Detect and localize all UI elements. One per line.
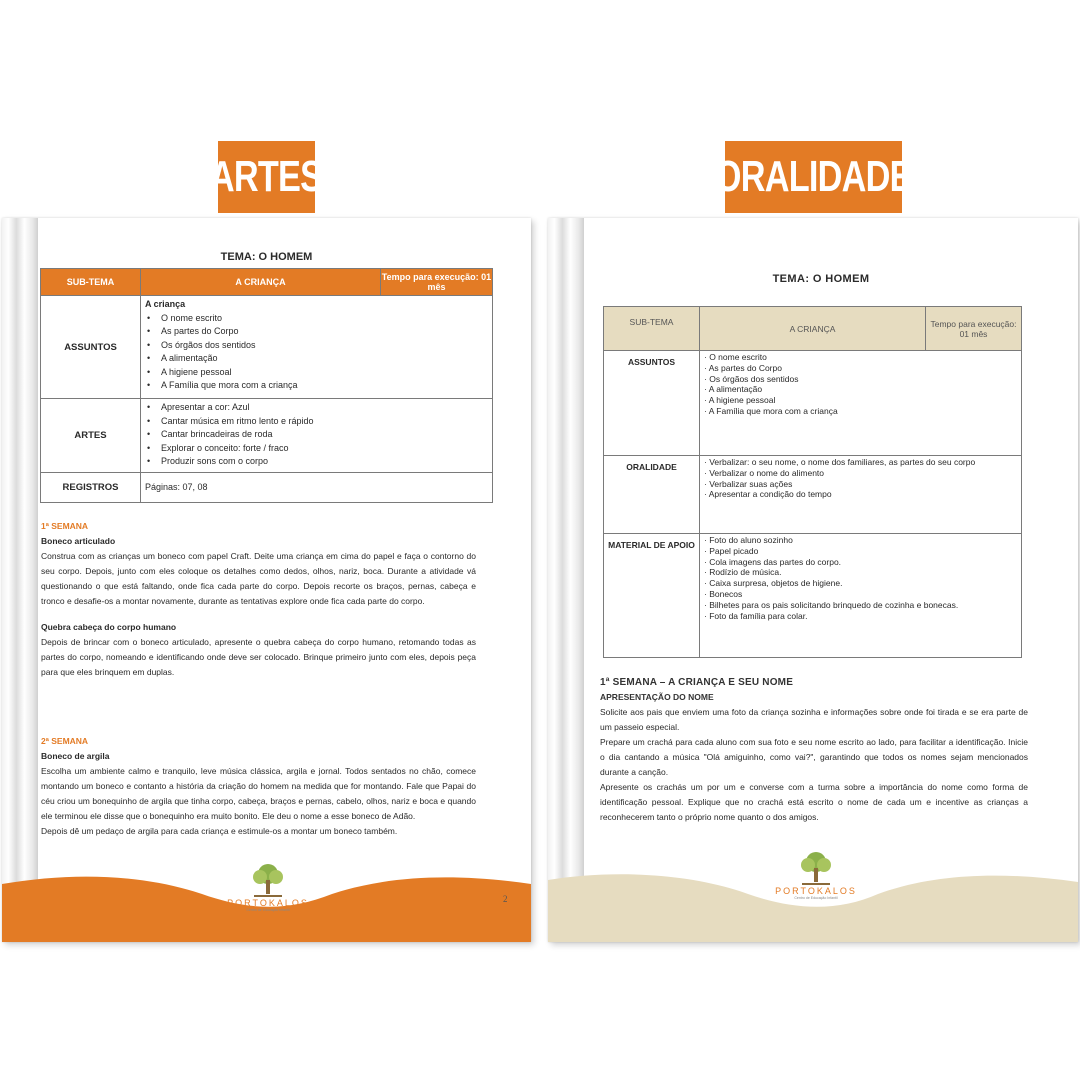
list-item: • As partes do Corpo	[145, 325, 488, 339]
week2-heading: 2ª SEMANA	[41, 736, 89, 746]
material-cell	[700, 534, 1022, 658]
tempo-header: Tempo para execução: 01 mês	[381, 269, 493, 296]
list-item: • O nome escrito	[145, 312, 488, 326]
portokalos-logo	[761, 850, 871, 900]
list-item: • A higiene pessoal	[145, 366, 488, 380]
week2-section	[41, 734, 476, 839]
oralidade-book	[548, 218, 1078, 942]
plan-table	[40, 268, 493, 503]
list-item: · Rodízio de música.	[704, 567, 1017, 578]
registros-value: Páginas: 07, 08	[141, 473, 493, 503]
oralidade-label: ORALIDADE	[725, 141, 902, 213]
book-spine	[2, 218, 38, 942]
list-item: · Verbalizar: o seu nome, o nome dos familiares, as partes do seu corpo	[704, 457, 1017, 468]
tree-icon	[796, 850, 836, 886]
list-item: · Os órgãos dos sentidos	[704, 374, 1017, 385]
paragraph: Depois dê um pedaço de argila para cada criança e estimule-os a montar um boneco também.	[41, 826, 398, 836]
list-item: · Foto da família para colar.	[704, 611, 1017, 622]
logo-name: PORTOKALOS	[227, 898, 309, 908]
list-item: · Apresentar a condição do tempo	[704, 489, 1017, 500]
list-item: • Apresentar a cor: Azul	[145, 401, 488, 415]
week2-subtitle: Boneco de argila	[41, 751, 110, 761]
week1-heading: 1ª SEMANA	[41, 521, 89, 531]
list-item: • Produzir sons com o corpo	[145, 455, 488, 469]
artes-label: ARTES	[218, 141, 315, 213]
logo-subtitle: Centro de Educação Infantil	[246, 908, 290, 912]
book-spine	[548, 218, 584, 942]
list-item: · Foto do aluno sozinho	[704, 535, 1017, 546]
artes-row-label: ARTES	[41, 399, 141, 473]
list-item: • Cantar música em ritmo lento e rápido	[145, 415, 488, 429]
week1-subtitle: APRESENTAÇÃO DO NOME	[600, 692, 714, 702]
week1-section	[41, 519, 476, 680]
assuntos-cell	[700, 351, 1022, 456]
logo-subtitle: Centro de Educação Infantil	[794, 896, 838, 900]
subtema-header: SUB-TEMA	[41, 269, 141, 296]
paragraph: Depois de brincar com o boneco articulado, apresente o quebra cabeça do corpo humano, retomando todas as partes do corpo, nomeando e identificando onde deve ser colocado. Brinque primeiro junto com eles, depois peça para que eles brinquem em duplas.	[41, 637, 476, 677]
logo-name: PORTOKALOS	[775, 886, 857, 896]
list-item: · Papel picado	[704, 546, 1017, 557]
list-item: • Explorar o conceito: forte / fraco	[145, 442, 488, 456]
list-item: · Verbalizar suas ações	[704, 479, 1017, 490]
list-item: · Bonecos	[704, 589, 1017, 600]
list-item: · A Família que mora com a criança	[704, 406, 1017, 417]
list-item: · Verbalizar o nome do alimento	[704, 468, 1017, 479]
assuntos-label: ASSUNTOS	[41, 296, 141, 399]
list-item: · Cola imagens das partes do corpo.	[704, 557, 1017, 568]
paragraph: Construa com as crianças um boneco com papel Craft. Deite uma criança em cima do papel e faça o contorno do seu corpo. Depois, junto com eles coloque os detalhes como dedos, olhos, nariz, boca. Durante a atividade vá questionando o que está faltando, onde fica cada parte do corpo. Depois recorte os braços, pernas, cabeça e tronco e desafie-os a montar novamente, durante as tentativas explore onde fica cada parte do corpo.	[41, 551, 476, 606]
list-item: • A alimentação	[145, 352, 488, 366]
page-number: 2	[503, 894, 508, 904]
material-label: MATERIAL DE APOIO	[604, 534, 700, 658]
list-item: · As partes do Corpo	[704, 363, 1017, 374]
week1-heading: 1ª SEMANA – A CRIANÇA E SEU NOME	[600, 677, 794, 688]
tempo-header: Tempo para execução: 01 mês	[926, 307, 1022, 351]
assuntos-title: A criança	[145, 299, 186, 309]
portokalos-logo	[213, 862, 323, 912]
oralidade-cell	[700, 456, 1022, 534]
paragraph: Solicite aos pais que enviem uma foto da criança sozinha e informações sobre onde foi tirada e se era parte de um passeio especial.	[600, 707, 1028, 732]
assuntos-label: ASSUNTOS	[604, 351, 700, 456]
page-title: TEMA: O HOMEM	[220, 251, 313, 263]
page-title: TEMA: O HOMEM	[772, 273, 870, 285]
crianca-header: A CRIANÇA	[700, 307, 926, 351]
list-item: • Os órgãos dos sentidos	[145, 339, 488, 353]
list-item: · A higiene pessoal	[704, 395, 1017, 406]
paragraph: Prepare um crachá para cada aluno com sua foto e seu nome escrito ao lado, para facilitar a identificação. Inicie o dia cantando a música "Olá amiguinho, como vai?", garantindo que todos os nomes sejam mencionados durante a canção.	[600, 737, 1028, 777]
oralidade-row-label: ORALIDADE	[604, 456, 700, 534]
registros-label: REGISTROS	[41, 473, 141, 503]
crianca-header: A CRIANÇA	[141, 269, 381, 296]
list-item: • Cantar brincadeiras de roda	[145, 428, 488, 442]
list-item: · A alimentação	[704, 384, 1017, 395]
tree-icon	[248, 862, 288, 898]
assuntos-cell	[141, 296, 493, 399]
week1-subtitle-2: Quebra cabeça do corpo humano	[41, 622, 177, 632]
artes-cell	[141, 399, 493, 473]
subtema-header: SUB-TEMA	[604, 307, 700, 351]
plan-table	[603, 306, 1022, 658]
week1-section	[600, 675, 1028, 825]
list-item: · Caixa surpresa, objetos de higiene.	[704, 578, 1017, 589]
list-item: • A Família que mora com a criança	[145, 379, 488, 393]
list-item: · Bilhetes para os pais solicitando brinquedo de cozinha e bonecas.	[704, 600, 1017, 611]
week1-subtitle: Boneco articulado	[41, 536, 116, 546]
paragraph: Apresente os crachás um por um e converse com a turma sobre a importância do nome como forma de identificação pessoal. Explique que no crachá está escrito o nome de cada um e incentive as crianças a reconhecerem tanto o próprio nome quanto o dos amigos.	[600, 782, 1028, 822]
artes-book	[2, 218, 531, 942]
paragraph: Escolha um ambiente calmo e tranquilo, leve música clássica, argila e jornal. Todos sentados no chão, comece montando um boneco e contanto a história da criação do homem na medida que for montando. Fale que Papai do céu criou um bonequinho de argila que tinha corpo, cabeça, braços e pernas, cabelo, olhos, nariz e boca e quando ele terminou ele disse que o bonequinho era muito bonito. Ele deu o nome a esse boneco de Adão.	[41, 766, 476, 821]
list-item: · O nome escrito	[704, 352, 1017, 363]
